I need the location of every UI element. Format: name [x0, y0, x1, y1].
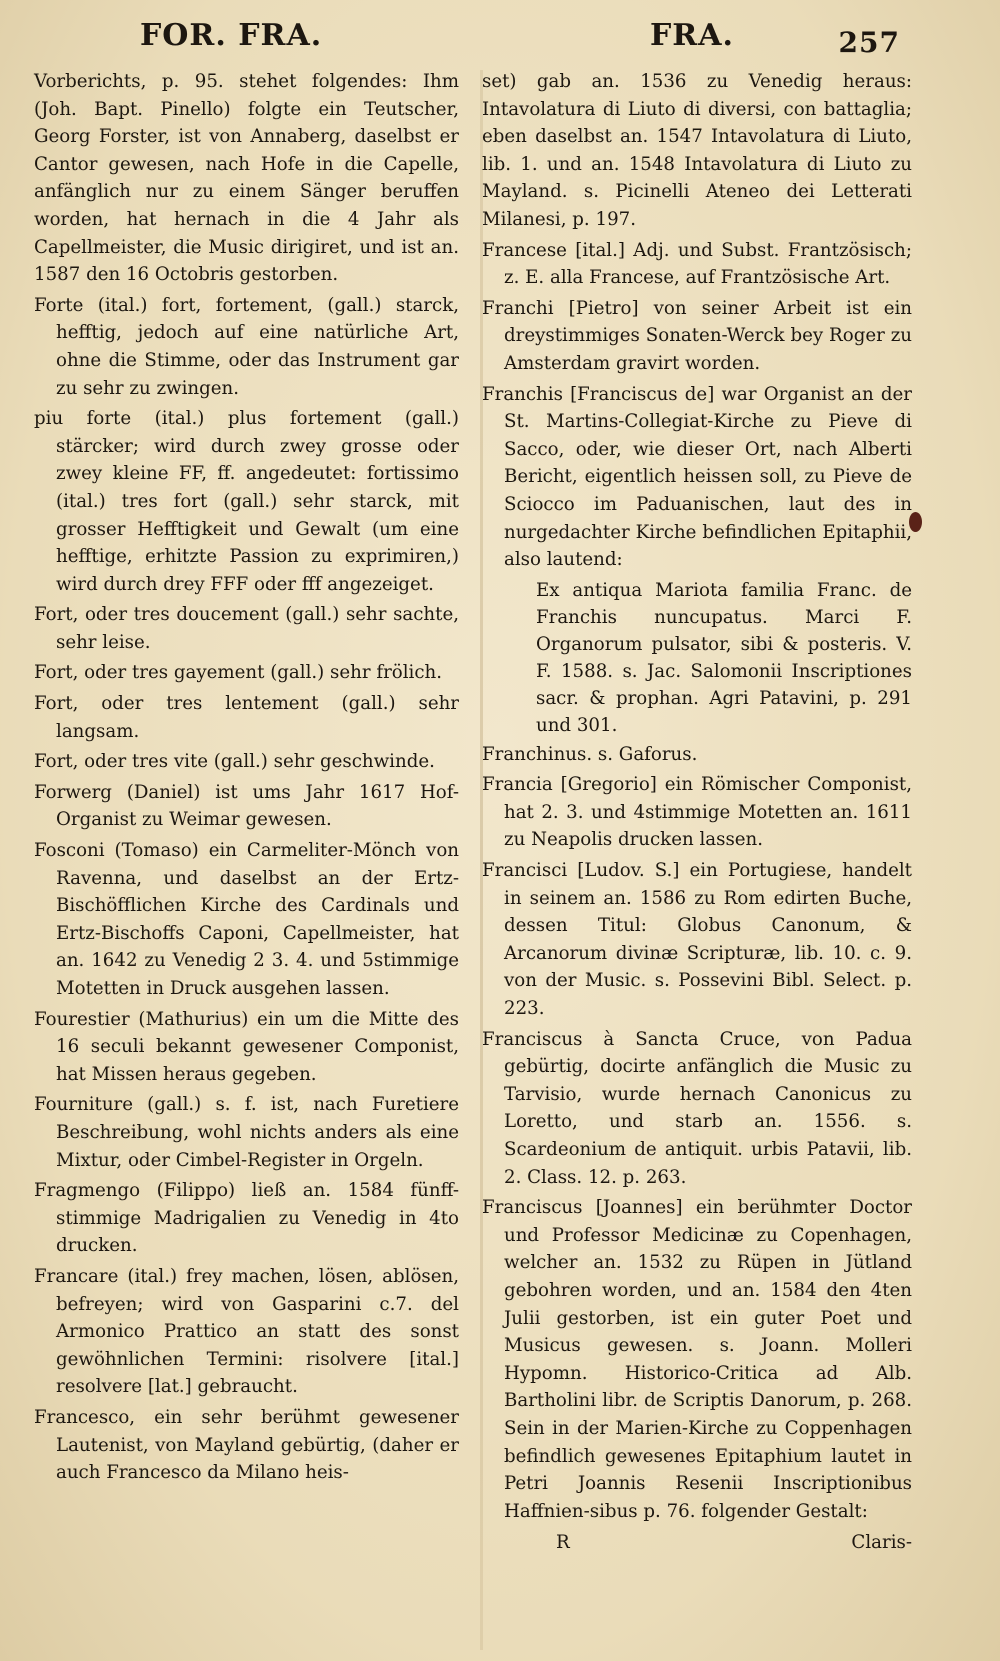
right-column [482, 68, 912, 1557]
running-head-right: FRA. [650, 18, 734, 53]
epitaph-quote: Ex antiqua Mariota familia Franc. de Franchis nuncupatus. Marci F. Organorum pulsator, sibi & posteris. V. F. 1588. s. Jac. Salomonii Inscriptiones sacr. & prophan. Agri Patavini, p. 291 und 301. [536, 579, 912, 736]
entry-continued: set) gab an. 1536 zu Venedig heraus: Intavolatura di Liuto di diversi, con battaglia; eben daselbst an. 1547 Intavolatura di Liuto, lib. 1. und an. 1548 Intavolatura di Liuto zu Mayland. s. Picinelli Ateneo dei Letterati Milanesi, p. 197. [482, 71, 912, 230]
entry-fosconi: Fosconi (Tomaso) ein Carmeliter-Mönch von Ravenna, und daselbst an der Ertz-Bischöfflichen Kirche des Cardinals und Ertz-Bischoffs Caponi, Capellmeister, hat an. 1642 zu Venedig 2 3. 4. und 5stimmige Motetten in Druck ausgehen lassen. [34, 840, 459, 999]
entry-forte: Forte (ital.) fort, fortement, (gall.) starck, hefftig, jedoch auf eine natürliche Art, ohne die Stimme, oder das Instrument gar zu sehr zu zwingen. [34, 294, 459, 399]
entry-fourniture: Fourniture (gall.) s. f. ist, nach Furetiere Beschreibung, wohl nichts anders als eine Mixtur, oder Cimbel-Register in Orgeln. [34, 1094, 459, 1171]
running-head-left: FOR. FRA. [140, 18, 323, 53]
page-number: 257 [838, 26, 900, 59]
entry-fort-vite: Fort, oder tres vite (gall.) sehr geschwinde. [34, 751, 435, 773]
entry-fort-gayement: Fort, oder tres gayement (gall.) sehr frölich. [34, 662, 443, 684]
entry-franchinus: Franchinus. s. Gaforus. [482, 743, 698, 765]
entry-fort-lentement: Fort, oder tres lentement (gall.) sehr langsam. [34, 693, 459, 742]
entry-franciscus-joannes: Franciscus [Joannes] ein berühmter Doctor und Professor Medicinæ zu Copenhagen, welcher an. 1532 zu Rüpen in Jütland gebohren worden, und an. 1584 den 4ten Julii gestorben, ist ein guter Poet und Musicus gewesen. s. Joann. Molleri Hypomn. Historico-Critica ad Alb. Bartholini libr. de Scriptis Danorum, p. 268. Sein in der Marien-Kirche zu Coppenhagen befindlich gewesenes Epitaphium lautet in Petri Joannis Resenii Inscriptionibus Haffnien-sibus p. 76. folgender Gestalt: [482, 1197, 912, 1522]
entry-franciscus-sancta-cruce: Franciscus à Sancta Cruce, von Padua gebürtig, docirte anfänglich die Music zu Tarvisio, wurde hernach Canonicus zu Loretto, und starb an. 1556. s. Scardeonium de antiquit. urbis Patavii, lib. 2. Class. 12. p. 263. [482, 1028, 912, 1188]
entry-continued: Vorberichts, p. 95. stehet folgendes: Ihm (Joh. Bapt. Pinello) folgte ein Teutscher, Georg Forster, ist von Annaberg, daselbst er Cantor gewesen, nach Hofe in die Capelle, anfänglich nur zu einem Sänger beruffen worden, hat hernach in die 4 Jahr als Capellmeister, die Music dirigiret, und ist an. 1587 den 16 Octobris gestorben. [34, 71, 459, 286]
signature-mark: R [556, 1532, 570, 1554]
entry-franchis: Franchis [Franciscus de] war Organist an der St. Martins-Collegiat-Kirche zu Pieve di Sacco, oder, wie dieser Ort, nach Alberti Bericht, eigentlich heissen soll, zu Pieve de Sciocco im Paduanischen, laut des in nurgedachter Kirche befindlichen Epitaphii, also lautend: [482, 383, 912, 571]
entry-francia: Francia [Gregorio] ein Römischer Componist, hat 2. 3. und 4stimmige Motetten an. 1611 zu Neapolis drucken lassen. [482, 774, 912, 851]
entry-francesco: Francesco, ein sehr berühmt gewesener Lautenist, von Mayland gebürtig, (daher er auch Francesco da Milano heis- [34, 1406, 459, 1484]
entry-franchi: Franchi [Pietro] von seiner Arbeit ist ein dreystimmiges Sonaten-Werck bey Roger zu Amsterdam gravirt worden. [482, 297, 912, 374]
entry-fourestier: Fourestier (Mathurius) ein um die Mitte des 16 seculi bekannt gewesener Componist, hat Missen heraus gegeben. [34, 1008, 459, 1085]
entry-forwerg: Forwerg (Daniel) ist ums Jahr 1617 Hof-Organist zu Weimar gewesen. [34, 781, 459, 831]
entry-piu-forte: piu forte (ital.) plus fortement (gall.) stärcker; wird durch zwey grosse oder zwey kleine FF, ff. angedeutet: fortissimo (ital.) tres fort (gall.) sehr starck, mit grosser Hefftigkeit und Gewalt (um eine hefftige, erhitzte Passion zu exprimiren,) wird durch drey FFF oder fff angezeiget. [34, 408, 459, 595]
entry-fragmengo: Fragmengo (Filippo) ließ an. 1584 fünff-stimmige Madrigalien zu Venedig in 4to drucken. [34, 1180, 459, 1257]
entry-francare: Francare (ital.) frey machen, lösen, ablösen, befreyen; wird von Gasparini c.7. del Armonico Prattico an statt des sonst gewöhnlichen Termini: risolvere [ital.] resolvere [lat.] gebraucht. [34, 1265, 459, 1398]
page-footer [482, 1529, 912, 1557]
entry-francese: Francese [ital.] Adj. und Subst. Frantzösisch; z. E. alla Francese, auf Frantzösische Art. [482, 239, 912, 289]
entry-fort-doucement: Fort, oder tres doucement (gall.) sehr sachte, sehr leise. [34, 604, 459, 653]
left-column [34, 68, 459, 1490]
entry-francisci: Francisci [Ludov. S.] ein Portugiese, handelt in seinem an. 1586 zu Rom edirten Buche, dessen Titul: Globus Canonum, & Arcanorum divinæ Scripturæ, lib. 10. c. 9. von der Music. s. Possevini Bibl. Select. p. 223. [482, 860, 912, 1020]
catchword: Claris- [851, 1532, 912, 1554]
